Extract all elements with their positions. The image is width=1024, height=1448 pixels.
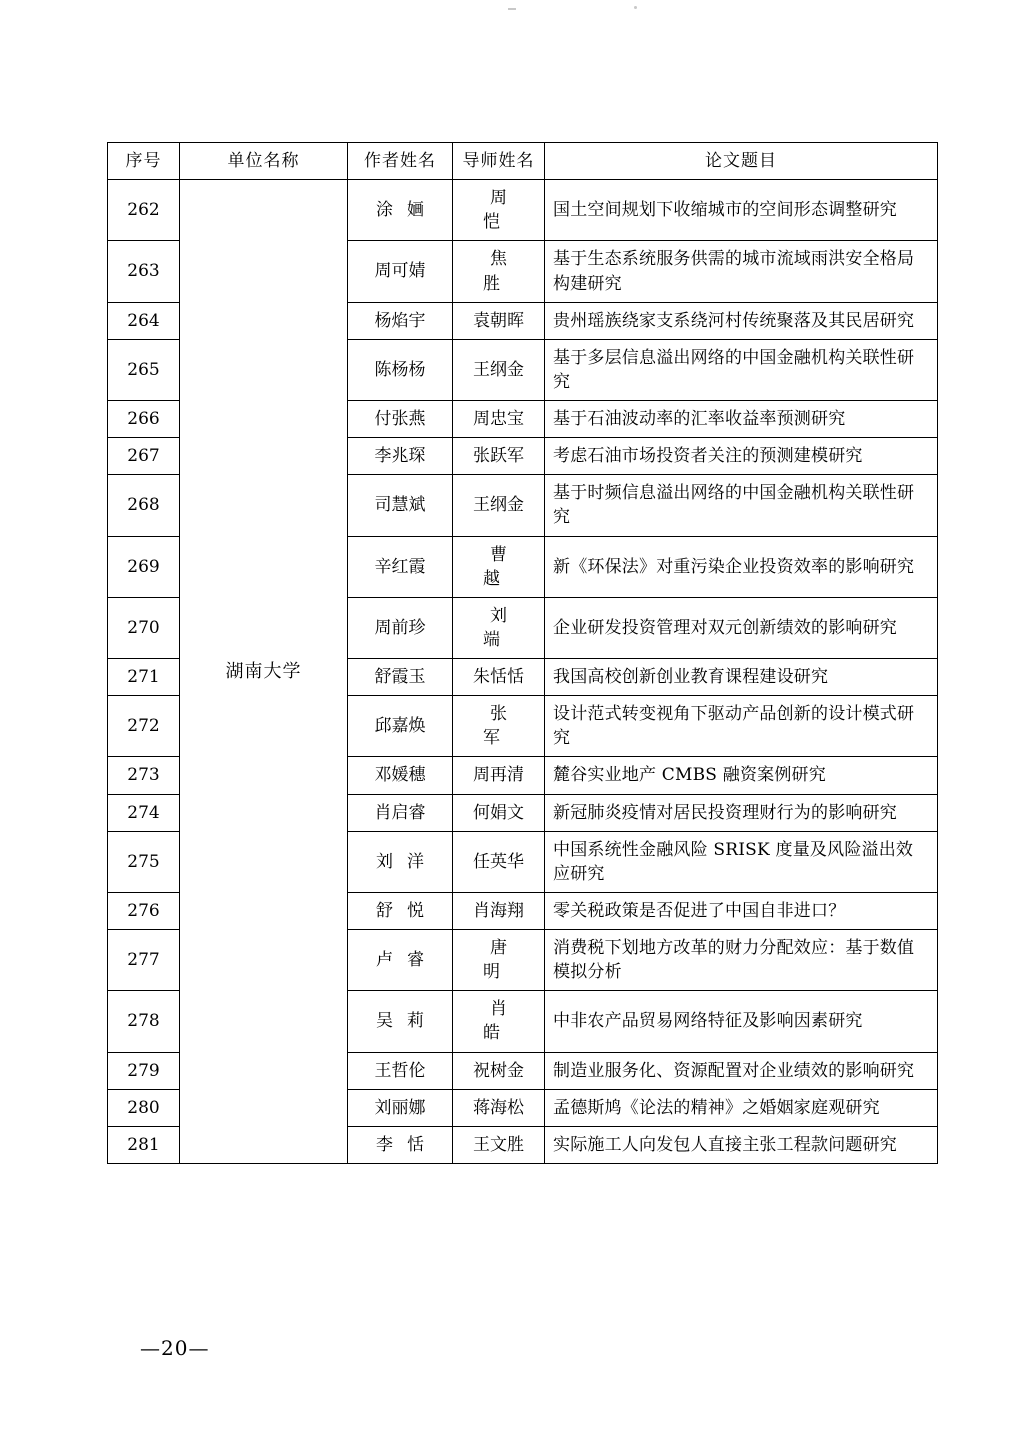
column-header-author: 作者姓名 [348,143,453,180]
cell-author-name: 涂婳 [348,180,453,241]
table-header-row [108,143,938,180]
cell-thesis-title: 孟德斯鸠《论法的精神》之婚姻家庭观研究 [545,1089,938,1126]
cell-thesis-title: 中非农产品贸易网络特征及影响因素研究 [545,991,938,1052]
cell-thesis-title: 贵州瑶族绕家支系绕河村传统聚落及其民居研究 [545,302,938,339]
cell-tutor-name: 曹越 [453,536,545,597]
cell-tutor-name: 周再清 [453,757,545,794]
table-body [108,180,938,1164]
thesis-list-table [107,142,938,1164]
cell-no: 271 [108,659,180,696]
cell-no: 274 [108,794,180,831]
cell-no: 272 [108,696,180,757]
cell-tutor-name: 焦胜 [453,241,545,302]
cell-author-name: 付张燕 [348,401,453,438]
cell-author-name: 邓媛穗 [348,757,453,794]
cell-author-name: 王哲伦 [348,1052,453,1089]
cell-tutor-name: 何娟文 [453,794,545,831]
cell-thesis-title: 新冠肺炎疫情对居民投资理财行为的影响研究 [545,794,938,831]
cell-no: 279 [108,1052,180,1089]
cell-no: 262 [108,180,180,241]
cell-no: 275 [108,831,180,892]
cell-author-name: 肖启睿 [348,794,453,831]
cell-author-name: 杨焰宇 [348,302,453,339]
cell-author-name: 司慧斌 [348,475,453,536]
cell-no: 264 [108,302,180,339]
cell-thesis-title: 制造业服务化、资源配置对企业绩效的影响研究 [545,1052,938,1089]
cell-no: 266 [108,401,180,438]
cell-thesis-title: 麓谷实业地产 CMBS 融资案例研究 [545,757,938,794]
cell-thesis-title: 新《环保法》对重污染企业投资效率的影响研究 [545,536,938,597]
table-row [108,180,938,241]
scan-artifact-dot [634,6,637,9]
cell-no: 265 [108,339,180,400]
cell-thesis-title: 我国高校创新创业教育课程建设研究 [545,659,938,696]
cell-tutor-name: 任英华 [453,831,545,892]
cell-unit-name: 湖南大学 [180,180,348,1164]
page-number: —20— [140,1336,210,1360]
cell-author-name: 舒霞玉 [348,659,453,696]
cell-author-name: 李恬 [348,1126,453,1163]
column-header-tutor: 导师姓名 [453,143,545,180]
column-header-unit: 单位名称 [180,143,348,180]
cell-author-name: 卢睿 [348,930,453,991]
cell-thesis-title: 国土空间规划下收缩城市的空间形态调整研究 [545,180,938,241]
cell-tutor-name: 肖皓 [453,991,545,1052]
cell-author-name: 刘丽娜 [348,1089,453,1126]
cell-author-name: 吴莉 [348,991,453,1052]
table-header [108,143,938,180]
cell-tutor-name: 周忠宝 [453,401,545,438]
column-header-title: 论文题目 [545,143,938,180]
scan-artifact-mark [508,8,516,10]
cell-no: 268 [108,475,180,536]
cell-thesis-title: 消费税下划地方改革的财力分配效应：基于数值模拟分析 [545,930,938,991]
cell-thesis-title: 企业研发投资管理对双元创新绩效的影响研究 [545,597,938,658]
cell-thesis-title: 考虑石油市场投资者关注的预测建模研究 [545,438,938,475]
cell-tutor-name: 王纲金 [453,339,545,400]
cell-tutor-name: 肖海翔 [453,892,545,929]
cell-thesis-title: 实际施工人向发包人直接主张工程款问题研究 [545,1126,938,1163]
cell-author-name: 邱嘉焕 [348,696,453,757]
cell-author-name: 周前珍 [348,597,453,658]
cell-no: 273 [108,757,180,794]
cell-no: 269 [108,536,180,597]
cell-thesis-title: 设计范式转变视角下驱动产品创新的设计模式研究 [545,696,938,757]
cell-thesis-title: 中国系统性金融风险 SRISK 度量及风险溢出效应研究 [545,831,938,892]
cell-no: 270 [108,597,180,658]
cell-tutor-name: 王纲金 [453,475,545,536]
cell-thesis-title: 基于时频信息溢出网络的中国金融机构关联性研究 [545,475,938,536]
cell-no: 277 [108,930,180,991]
cell-author-name: 陈杨杨 [348,339,453,400]
cell-tutor-name: 周恺 [453,180,545,241]
cell-no: 281 [108,1126,180,1163]
cell-no: 276 [108,892,180,929]
cell-tutor-name: 张军 [453,696,545,757]
cell-tutor-name: 袁朝晖 [453,302,545,339]
cell-thesis-title: 基于生态系统服务供需的城市流域雨洪安全格局构建研究 [545,241,938,302]
cell-tutor-name: 朱恬恬 [453,659,545,696]
column-header-no: 序号 [108,143,180,180]
cell-author-name: 李兆琛 [348,438,453,475]
cell-no: 278 [108,991,180,1052]
cell-tutor-name: 王文胜 [453,1126,545,1163]
cell-tutor-name: 刘端 [453,597,545,658]
cell-tutor-name: 张跃军 [453,438,545,475]
cell-author-name: 舒悦 [348,892,453,929]
cell-thesis-title: 基于石油波动率的汇率收益率预测研究 [545,401,938,438]
cell-tutor-name: 唐明 [453,930,545,991]
cell-tutor-name: 祝树金 [453,1052,545,1089]
cell-author-name: 辛红霞 [348,536,453,597]
cell-thesis-title: 基于多层信息溢出网络的中国金融机构关联性研究 [545,339,938,400]
cell-tutor-name: 蒋海松 [453,1089,545,1126]
cell-no: 267 [108,438,180,475]
cell-author-name: 周可婧 [348,241,453,302]
cell-no: 263 [108,241,180,302]
cell-no: 280 [108,1089,180,1126]
cell-author-name: 刘洋 [348,831,453,892]
cell-thesis-title: 零关税政策是否促进了中国自非进口？ [545,892,938,929]
